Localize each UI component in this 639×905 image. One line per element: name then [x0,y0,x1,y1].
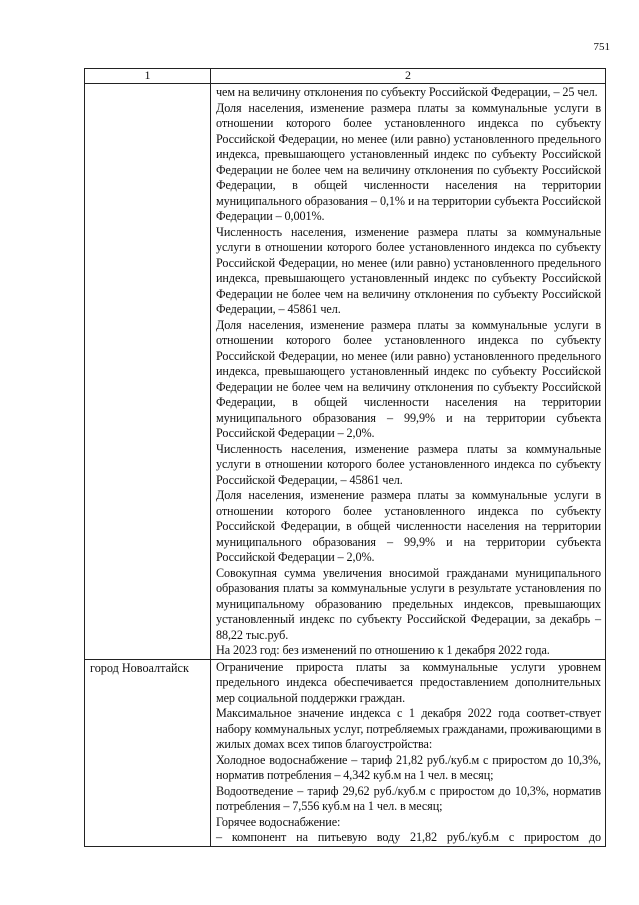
paragraph: Совокупная сумма увеличения вносимой гражданами муниципального образования платы за коммунальные услуги в результате установления по муниципальному образованию предельных индексов, превышающих установленный индекс по субъекту Российской Федерации, за декабрь – 88,22 тыс.руб. [216,565,601,642]
column-header-2: 2 [211,69,606,84]
paragraph: Горячее водоснабжение: [216,814,341,829]
paragraph: – компонент на питьевую воду 21,82 руб./куб.м с приростом до [216,830,601,844]
paragraph: Численность населения, изменение размера платы за коммунальные услуги в отношении которого более установленного индекса по субъекту Российской Федерации, но менее (или равно) установленного предельного индекса, превышающего установленный индекс по субъекту Российской Федерации не более чем на величину отклонения по субъекту Российской Федерации, – 45861 чел. [216,224,601,316]
row-label: город Новоалтайск [85,659,211,846]
row-label [85,84,211,660]
column-header-1: 1 [85,69,211,84]
table-row [85,659,606,846]
paragraph: Доля населения, изменение размера платы за коммунальные услуги в отношении которого более установленного индекса по субъекту Российской Федерации, но менее (или равно) установленного предельного индекса, превышающего установленный индекс по субъекту Российской Федерации не более чем на величину отклонения по субъекту Российской Федерации, в общей численности населения на территории муниципального образования – 99,9% и на территории субъекта Российской Федерации – 2,0%. [216,317,601,440]
paragraph: Водоотведение – тариф 29,62 руб./куб.м с приростом до 10,3%, норматив потребления – 7,556 куб.м на 1 чел. в месяц; [216,783,601,813]
table-row [85,84,606,660]
page-number: 751 [593,41,610,53]
paragraph: Доля населения, изменение размера платы за коммунальные услуги в отношении которого более установленного индекса по субъекту Российской Федерации, но менее (или равно) установленного предельного индекса, превышающего установленный индекс по субъекту Российской Федерации не более чем на величину отклонения по субъекту Российской Федерации, в общей численности населения на территории муниципального образования – 0,1% и на территории субъекта Российской Федерации – 0,001%. [216,100,601,223]
paragraph: Холодное водоснабжение – тариф 21,82 руб./куб.м с приростом до 10,3%, норматив потребления – 4,342 куб.м на 1 чел. в месяц; [216,752,601,782]
paragraph: чем на величину отклонения по субъекту Российской Федерации, – 25 чел. [216,85,598,99]
paragraph: Доля населения, изменение размера платы за коммунальные услуги в отношении которого более установленного индекса по субъекту Российской Федерации, в общей численности населения на территории муниципального образования – 99,9% и на территории субъекта Российской Федерации – 2,0%. [216,488,601,564]
paragraph: Ограничение прироста платы за коммунальные услуги уровнем предельного индекса обеспечивается предоставлением дополнительных мер социальной поддержки граждан. [216,659,601,705]
document-table [84,68,606,847]
table-header-row [85,69,606,84]
paragraph: На 2023 год: без изменений по отношению к 1 декабря 2022 года. [216,643,550,657]
paragraph: Численность населения, изменение размера платы за коммунальные услуги в отношении которого более установленного индекса по субъекту Российской Федерации, – 45861 чел. [216,441,601,487]
paragraph: Максимальное значение индекса с 1 декабря 2022 года соответ-ствует набору коммунальных услуг, потребляемых гражданами, проживающими в жилых домах всех типов благоустройства: [216,706,601,751]
row-content [211,84,606,660]
row-content [211,659,606,846]
